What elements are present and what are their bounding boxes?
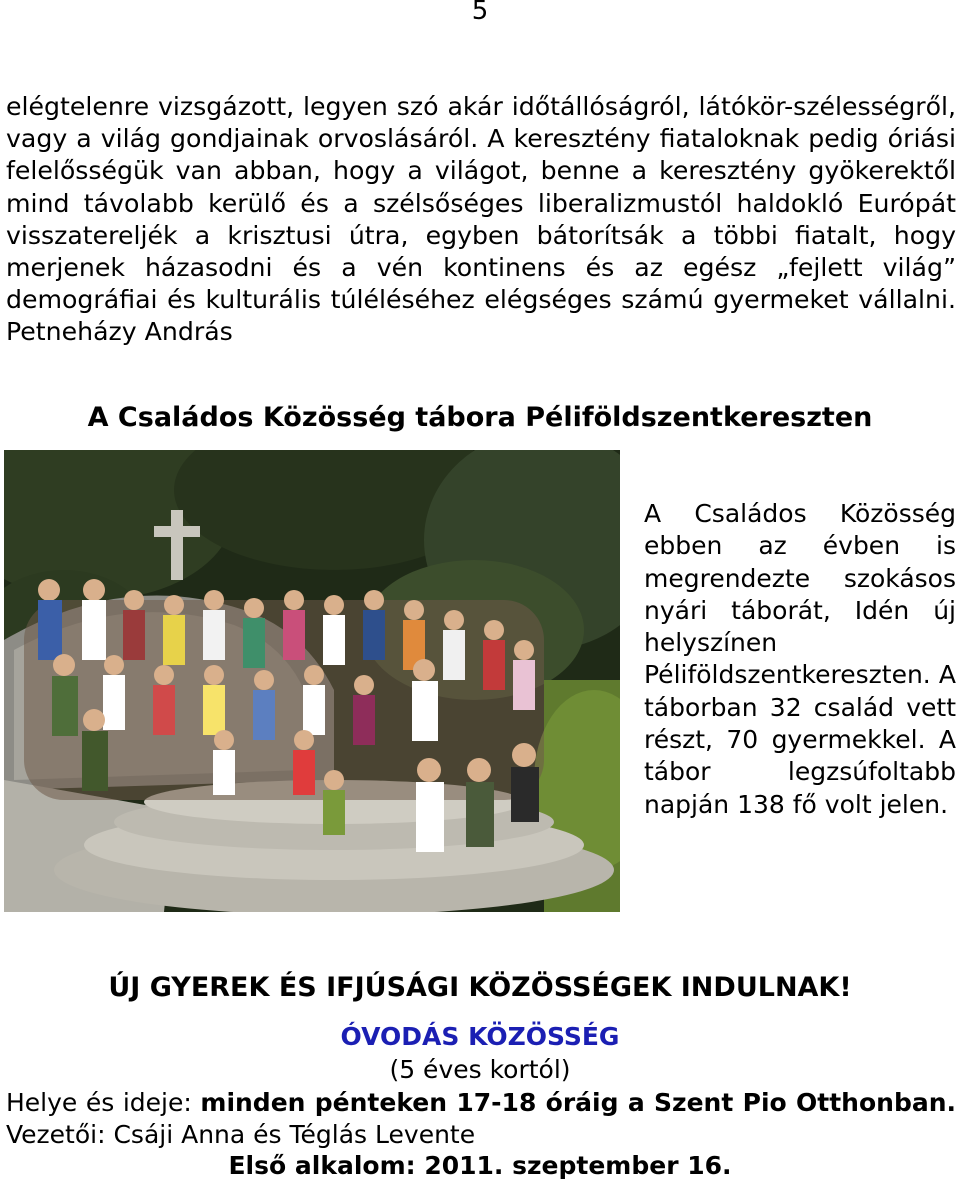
leaders-value: Csáji Anna és Téglás Levente <box>113 1120 476 1149</box>
announcement-heading: ÚJ GYEREK ÉS IFJÚSÁGI KÖZÖSSÉGEK INDULNAK! <box>108 972 852 1003</box>
page-number: 5 <box>471 0 489 26</box>
place-value: minden pénteken 17-18 óráig a Szent Pio Otthonban. <box>200 1088 957 1117</box>
leaders-label: Vezetői: <box>6 1120 106 1149</box>
camp-caption: A Családos Közösség ebben az évben is megrendezte szokásos nyári táborát, Idén új helyszínen Péliföldszentkereszten. A táborban 32 család vett részt, 70 gyermekkel. A tábor legzsúfoltabb napján 138 fő volt jelen. <box>644 499 956 819</box>
camp-heading: A Családos Közösség tábora Péliföldszentkereszten <box>87 402 873 433</box>
intro-paragraph: elégtelenre vizsgázott, legyen szó akár időtállóságról, látókör-szélességről, vagy a világ gondjainak orvoslásáról. A keresztény fiataloknak pedig óriási felelősségük van abban, hogy a világot, benne a keresztény gyökerektől mind távolabb kerülő és a szélsőséges liberalizmustól haldokló Európát visszatereljék a krisztusi útra, egyben bátorítsák a többi fiatalt, hogy merjenek házasodni és a vén kontinens és az egész „fejlett világ” demográfiai és kulturális túléléséhez elégséges számú gyermeket vállalni. Petneházy András <box>6 92 956 347</box>
place-label: Helye és ideje: <box>6 1088 192 1117</box>
first-occasion: Első alkalom: 2011. szeptember 16. <box>228 1151 732 1180</box>
group-age: (5 éves kortól) <box>389 1055 571 1084</box>
camp-group-photo <box>4 450 620 912</box>
group-details <box>6 1087 956 1151</box>
group-title: ÓVODÁS KÖZÖSSÉG <box>340 1022 620 1051</box>
